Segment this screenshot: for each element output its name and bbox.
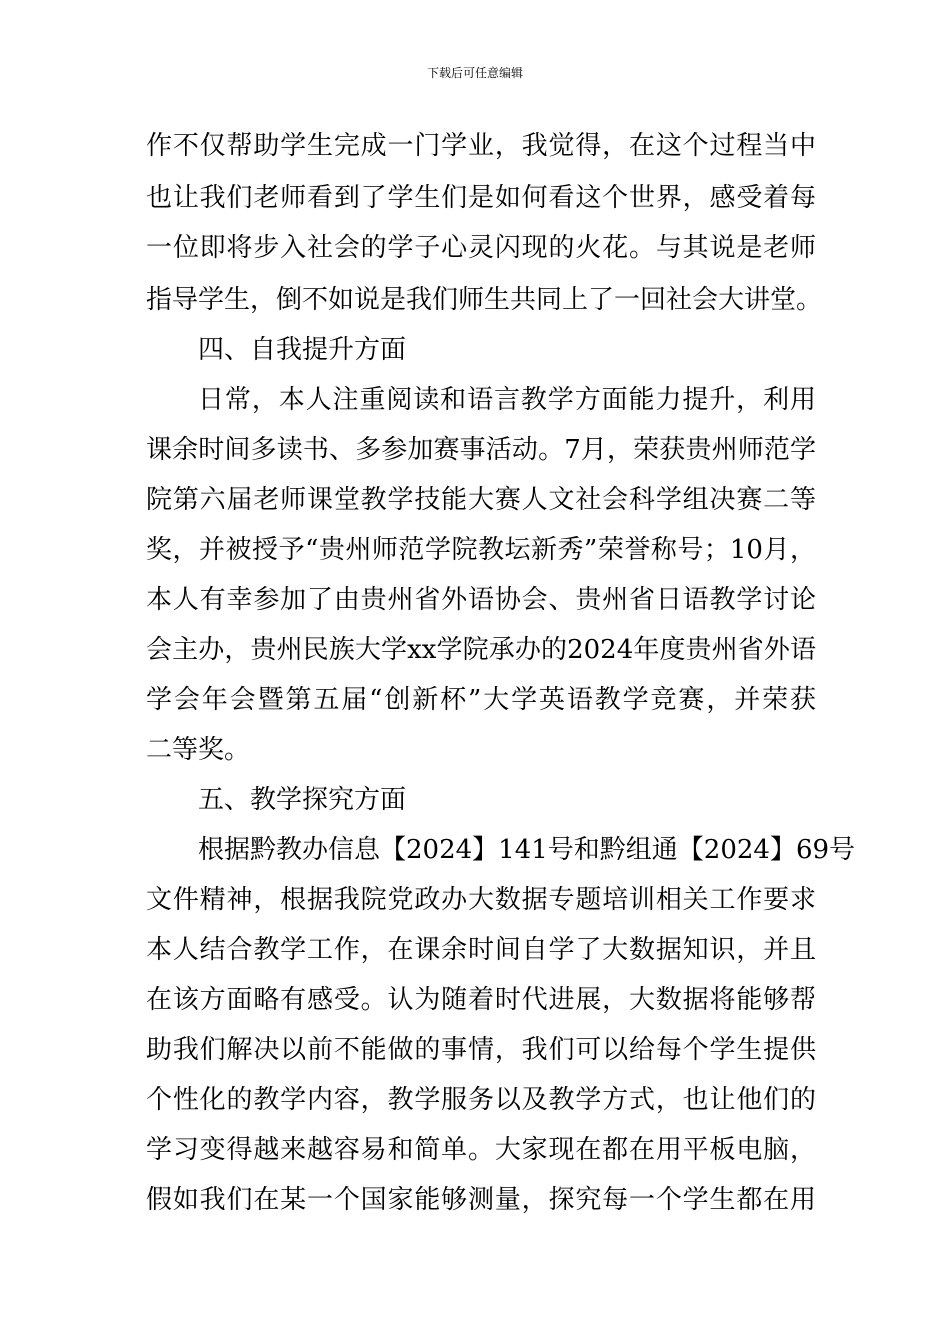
body-line-21: 学习变得越来越容易和简单。大家现在都在用平板电脑， (146, 1135, 816, 1165)
body-line-10: 本人有幸参加了由贵州省外语协会、贵州省日语教学讨论 (146, 585, 816, 615)
body-line-8: 院第六届老师课堂教学技能大赛人文社会科学组决赛二等 (146, 485, 816, 515)
body-line-22: 假如我们在某一个国家能够测量，探究每一个学生都在用 (146, 1185, 816, 1215)
body-line-20: 个性化的教学内容，教学服务以及教学方式，也让他们的 (146, 1085, 816, 1115)
body-line-9: 奖，并被授予“贵州师范学院教坛新秀”荣誉称号；10月， (146, 535, 816, 565)
body-line-4: 指导学生，倒不如说是我们师生共同上了一回社会大讲堂。 (146, 285, 823, 315)
section-heading-4: 四、自我提升方面 (198, 335, 407, 365)
body-line-7: 课余时间多读书、多参加赛事活动。7月，荣获贵州师范学 (146, 435, 816, 465)
page-header: 下载后可任意编辑 (426, 66, 523, 80)
body-line-19: 助我们解决以前不能做的事情，我们可以给每个学生提供 (146, 1035, 816, 1065)
body-line-3: 一位即将步入社会的学子心灵闪现的火花。与其说是老师 (146, 233, 816, 263)
body-line-13: 二等奖。 (146, 735, 251, 765)
body-line-11: 会主办，贵州民族大学xx学院承办的2024年度贵州省外语 (146, 635, 816, 665)
body-line-6: 日常，本人注重阅读和语言教学方面能力提升，利用 (198, 385, 816, 415)
body-line-17: 本人结合教学工作，在课余时间自学了大数据知识，并且 (146, 935, 816, 965)
body-line-15: 根据黔教办信息【2024】141号和黔组通【2024】69号 (198, 835, 856, 865)
body-line-1: 作不仅帮助学生完成一门学业，我觉得，在这个过程当中 (146, 131, 816, 161)
section-heading-5: 五、教学探究方面 (198, 785, 407, 815)
body-line-12: 学会年会暨第五届“创新杯”大学英语教学竞赛，并荣获 (146, 685, 816, 715)
body-line-16: 文件精神，根据我院党政办大数据专题培训相关工作要求 (146, 885, 816, 915)
body-line-2: 也让我们老师看到了学生们是如何看这个世界，感受着每 (146, 183, 816, 213)
body-line-18: 在该方面略有感受。认为随着时代进展，大数据将能够帮 (146, 985, 816, 1015)
